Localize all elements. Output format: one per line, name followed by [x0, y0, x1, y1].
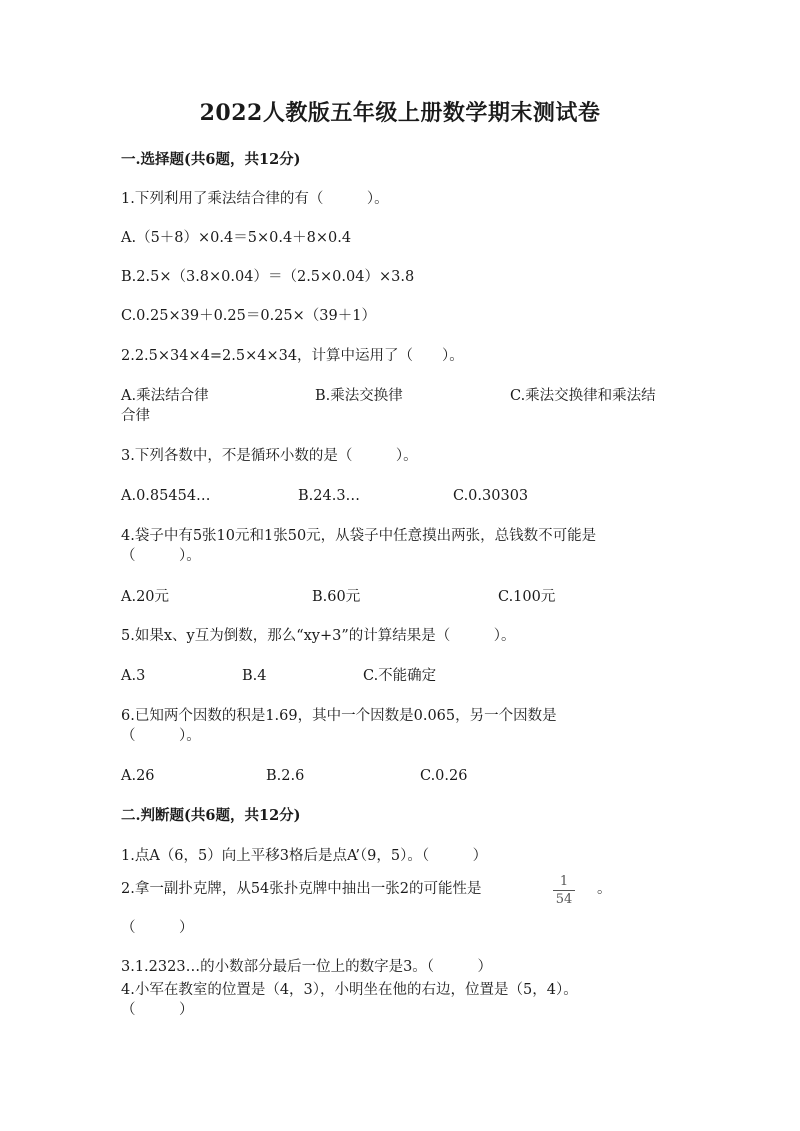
section-heading-choice: 一.选择题(共6题，共12分): [121, 151, 301, 168]
question-3-option-b: B.24.3…: [298, 488, 361, 504]
question-1-stem: 1.下列利用了乘法结合律的有（ ）。: [121, 191, 389, 207]
question-1-option-b: B.2.5×（3.8×0.04）＝（2.5×0.04）×3.8: [121, 269, 415, 285]
question-2-option-c-continued: 合律: [121, 408, 150, 424]
judgement-2-stem: 2.拿一副扑克牌，从54张扑克牌中抽出一张2的可能性是: [121, 881, 482, 897]
fraction: [553, 874, 575, 907]
judgement-2-end: 。: [597, 881, 612, 897]
fraction-numerator: 1: [553, 874, 575, 891]
question-3-stem: 3.下列各数中，不是循环小数的是（ ）。: [121, 448, 418, 464]
fraction-denominator: 54: [555, 892, 573, 907]
question-6-option-a: A.26: [121, 768, 155, 784]
question-5-option-c: C.不能确定: [363, 668, 437, 684]
question-6-option-c: C.0.26: [420, 768, 468, 784]
judgement-4-stem: 4.小军在教室的位置是（4，3），小明坐在他的右边，位置是（5，4）。: [121, 982, 578, 998]
question-3-option-c: C.0.30303: [453, 488, 529, 504]
question-4-stem: 4.袋子中有5张10元和1张50元，从袋子中任意摸出两张，总钱数不可能是: [121, 528, 597, 544]
question-6-option-b: B.2.6: [266, 768, 305, 784]
question-4-stem-continued: （ ）。: [121, 548, 201, 564]
question-4-option-a: A.20元: [121, 589, 170, 605]
section-heading-judgement: 二.判断题(共6题，共12分): [121, 807, 301, 824]
question-5-stem: 5.如果x、y互为倒数，那么“xy+3”的计算结果是（ ）。: [121, 628, 516, 644]
question-2-stem: 2.2.5×34×4=2.5×4×34，计算中运用了（ ）。: [121, 348, 464, 364]
question-2-option-a: A.乘法结合律: [121, 388, 209, 404]
question-5-option-b: B.4: [242, 668, 267, 684]
question-2-option-b: B.乘法交换律: [315, 388, 403, 404]
question-6-stem-continued: （ ）。: [121, 728, 201, 744]
question-6-stem: 6.已知两个因数的积是1.69，其中一个因数是0.065，另一个因数是: [121, 708, 557, 724]
judgement-1: 1.点A（6，5）向上平移3格后是点A’（9，5）。（ ）: [121, 848, 488, 864]
judgement-3: 3.1.2323…的小数部分最后一位上的数字是3。（ ）: [121, 959, 493, 975]
question-1-option-c: C.0.25×39＋0.25＝0.25×（39＋1）: [121, 308, 376, 324]
judgement-2-blank: （ ）: [121, 920, 194, 936]
question-1-option-a: A.（5＋8）×0.4＝5×0.4＋8×0.4: [121, 230, 352, 246]
question-4-option-c: C.100元: [498, 589, 556, 605]
question-4-option-b: B.60元: [312, 589, 361, 605]
question-5-option-a: A.3: [121, 668, 146, 684]
question-3-option-a: A.0.85454…: [121, 488, 211, 504]
judgement-4-blank: （ ）: [121, 1002, 194, 1018]
page-title: 2022人教版五年级上册数学期末测试卷: [199, 100, 601, 126]
question-2-option-c: C.乘法交换律和乘法结: [510, 388, 656, 404]
